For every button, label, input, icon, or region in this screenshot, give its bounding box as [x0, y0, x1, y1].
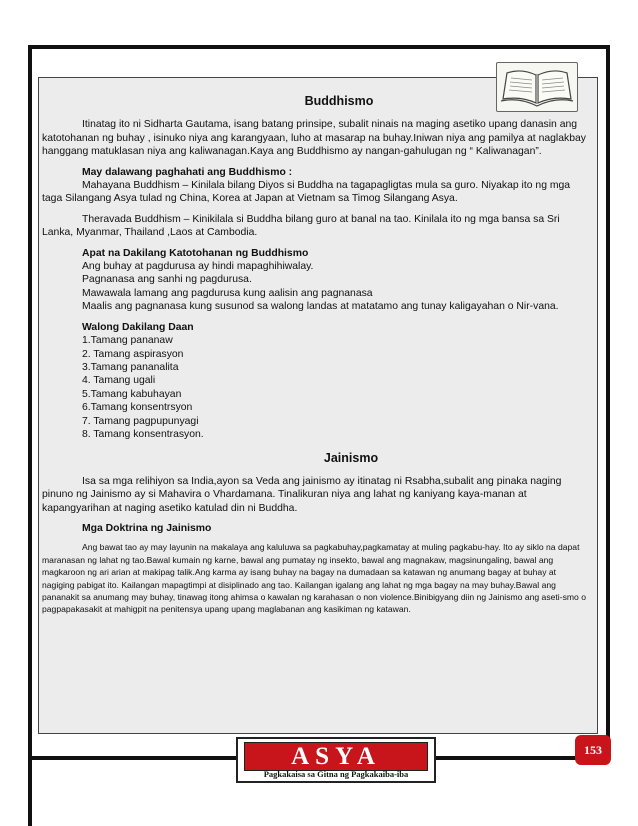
buddhism-title: Buddhismo	[304, 94, 374, 108]
logo-word: ASYA	[244, 742, 428, 771]
path-item: 2. Tamang aspirasyon	[82, 348, 184, 360]
path-item: 4. Tamang ugali	[82, 375, 156, 387]
truths-heading: Apat na Dakilang Katotohanan ng Buddhismo	[82, 247, 309, 259]
mahayana-paragraph: Mahayana Buddhism – Kinilala bilang Diyos si Buddha na tagapagligtas mula sa guro. Niyakap ito ng mga taga Silangang Asya tulad ng China, Korea at Japan at Vietnam sa Timog Silangang Asya.	[42, 180, 571, 205]
path-item: 7. Tamang pagpupunyagi	[82, 415, 199, 427]
truth-item: Pagnanasa ang sanhi ng pagdurusa.	[82, 274, 252, 286]
truth-item: Ang buhay at pagdurusa ay hindi mapaghihiwalay.	[82, 261, 314, 273]
doctrines-paragraph: Ang bawat tao ay may layunin na makalaya ang kaluluwa sa pagkabuhay,pagkamatay at muling pagkabu-hay. Ito ay siklo na dapat maranasan ng lahat ng tao.Bawal kumain ng karne, bawal ang pumatay ng insekto, bawal ang magnakaw, magsinungaling, bawal ang magkaroon ng ari arian at makipag talik.Ang karma ay isang buhay na bagay na dumadaan sa katawan ng anumang bagay at buhay at nagiging pabigat ito. Kailangan mapagtimpi at disiplinado ang tao. Kailangan igalang ang lahat ng mga bagay na may buhay.Bawal ang pananakit sa anumang may buhay, tinawag itong ahimsa o kawalan ng karahasan o non violence.Binibigyang diin ng Jainismo ang aseti-smo o pagpapakasakit at mahigpit na penitensya upang upang maglabanan ang kasikiman ng katawan.	[42, 542, 586, 615]
path-item: 8. Tamang konsentrasyon.	[82, 428, 204, 440]
doctrines-heading: Mga Doktrina ng Jainismo	[82, 522, 212, 534]
path-item: 5.Tamang kabuhayan	[82, 388, 182, 400]
path-item: 1.Tamang pananaw	[82, 335, 173, 347]
truth-item: Maalis ang pagnanasa kung susunod sa walong landas at matatamo ang tunay kaligayahan o Nir-vana.	[82, 301, 559, 313]
truth-item: Mawawala lamang ang pagdurusa kung aalisin ang pagnanasa	[82, 287, 373, 299]
document-body	[42, 95, 588, 616]
branches-heading: May dalawang paghahati ang Buddhismo :	[82, 166, 293, 178]
jainism-title: Jainismo	[323, 451, 379, 466]
page-border-left	[28, 45, 32, 826]
page-number: 153	[575, 735, 611, 765]
path-item: 6.Tamang konsentrsyon	[82, 402, 193, 414]
path-item: 3.Tamang pananalita	[82, 361, 179, 373]
page-border-right	[606, 45, 610, 760]
logo-tagline: Pagkakaisa sa Gitna ng Pagkakaiba-iba	[263, 769, 409, 779]
page-border-top	[28, 45, 610, 49]
asya-logo	[236, 737, 436, 783]
path-heading: Walong Dakilang Daan	[82, 321, 194, 333]
theravada-paragraph: Theravada Buddhism – Kinikilala si Buddha bilang guro at banal na tao. Kinilala ito ng mga bansa sa Sri Lanka, Myanmar, Thailand ,Laos at Cambodia.	[42, 213, 560, 239]
jainism-intro: Isa sa mga relihiyon sa India,ayon sa Veda ang jainismo ay itinatag ni Rsabha,subalit ang pinaka naging pinuno ng Jainismo ay si Mahavira o Vhardamana. Tinalikuran niya ang lahat ng kaniyang kaya-manan at kapangyarihan at naging asetiko katulad din ni Buddha.	[42, 475, 562, 514]
buddhism-intro: Itinatag ito ni Sidharta Gautama, isang batang prinsipe, subalit ninais na maging asetiko upang danasin ang katotohanan ng buhay , isinuko niya ang karangyaan, luho at masarap na buhay.Iniwan niya ang pamilya at naglakbay hanggang matuklasan niya ang kaliwanagan.Kaya ang Buddhismo ay nangan-gahulugan ng “ Kaliwanagan”.	[42, 119, 586, 158]
